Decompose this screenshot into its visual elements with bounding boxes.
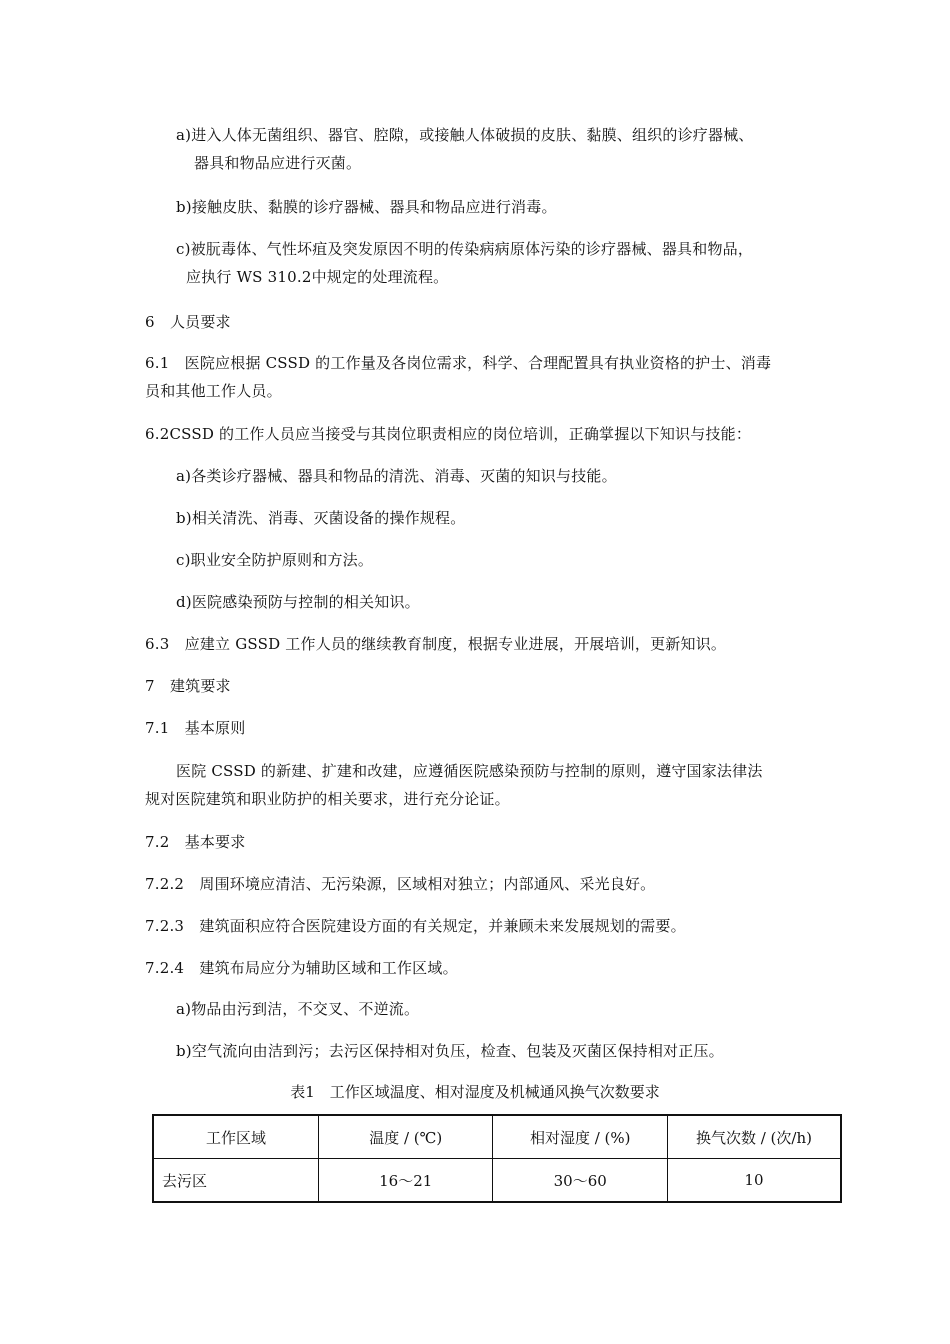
- column-header: 温度 / (℃): [319, 1115, 493, 1159]
- section-heading: 7 建筑要求: [145, 677, 231, 695]
- table-caption: 表1 工作区域温度、相对湿度及机械通风换气次数要求: [290, 1083, 660, 1101]
- list-item: a)物品由污到洁，不交叉、不逆流。: [176, 1000, 420, 1018]
- table-cell: 去污区: [153, 1159, 319, 1203]
- table-row: [153, 1159, 841, 1203]
- paragraph: 7.2.4 建筑布局应分为辅助区域和工作区域。: [145, 959, 458, 977]
- list-item: b)接触皮肤、黏膜的诊疗器械、器具和物品应进行消毒。: [176, 198, 557, 216]
- subsection-heading: 7.2 基本要求: [145, 833, 246, 851]
- list-item-continuation: 器具和物品应进行灭菌。: [194, 154, 362, 172]
- column-header: 工作区域: [153, 1115, 319, 1159]
- column-header: 换气次数 / (次/h): [667, 1115, 841, 1159]
- column-header: 相对湿度 / (%): [493, 1115, 667, 1159]
- list-item: b)空气流向由洁到污；去污区保持相对负压，检查、包装及灭菌区保持相对正压。: [176, 1042, 724, 1060]
- list-item: a)进入人体无菌组织、器官、腔隙，或接触人体破损的皮肤、黏膜、组织的诊疗器械、: [176, 126, 754, 144]
- list-item: a)各类诊疗器械、器具和物品的清洗、消毒、灭菌的知识与技能。: [176, 467, 617, 485]
- list-item: d)医院感染预防与控制的相关知识。: [176, 593, 420, 611]
- section-heading: 6 人员要求: [145, 313, 231, 331]
- requirements-table: [152, 1114, 842, 1203]
- paragraph: 医院 CSSD 的新建、扩建和改建，应遵循医院感染预防与控制的原则，遵守国家法律法: [176, 762, 763, 780]
- table-cell: 10: [667, 1159, 841, 1203]
- paragraph-continuation: 规对医院建筑和职业防护的相关要求，进行充分论证。: [145, 790, 510, 808]
- paragraph: 6.1 医院应根据 CSSD 的工作量及各岗位需求，科学、合理配置具有执业资格的护士、消毒: [145, 354, 772, 372]
- paragraph: 7.2.3 建筑面积应符合医院建设方面的有关规定，并兼顾未来发展规划的需要。: [145, 917, 686, 935]
- paragraph: 6.2CSSD 的工作人员应当接受与其岗位职责相应的岗位培训，正确掌握以下知识与技能：: [145, 425, 752, 443]
- table-cell: 16～21: [319, 1159, 493, 1203]
- table-header-row: [153, 1115, 841, 1159]
- paragraph-continuation: 员和其他工作人员。: [145, 382, 282, 400]
- list-item-continuation: 应执行 WS 310.2中规定的处理流程。: [186, 268, 449, 286]
- list-item: b)相关清洗、消毒、灭菌设备的操作规程。: [176, 509, 466, 527]
- paragraph: 6.3 应建立 GSSD 工作人员的继续教育制度，根据专业进展，开展培训，更新知识。: [145, 635, 727, 653]
- subsection-heading: 7.1 基本原则: [145, 719, 246, 737]
- list-item: c)被朊毒体、气性坏疽及突发原因不明的传染病病原体污染的诊疗器械、器具和物品，: [176, 240, 754, 258]
- list-item: c)职业安全防护原则和方法。: [176, 551, 374, 569]
- paragraph: 7.2.2 周围环境应清洁、无污染源，区域相对独立；内部通风、采光良好。: [145, 875, 656, 893]
- table-cell: 30～60: [493, 1159, 667, 1203]
